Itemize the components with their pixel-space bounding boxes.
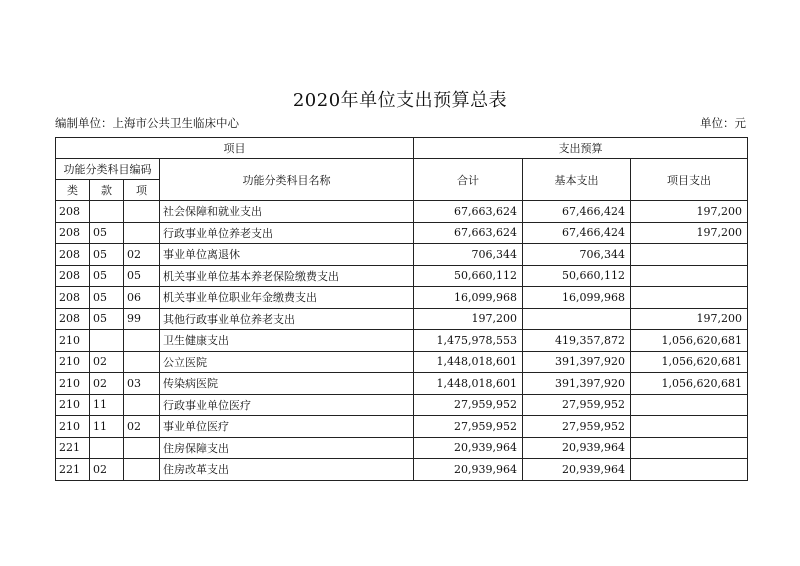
cell-lei: 208 — [56, 222, 90, 244]
table-row — [56, 437, 748, 459]
cell-project — [631, 437, 748, 459]
cell-project — [631, 244, 748, 266]
cell-kuan — [90, 201, 124, 223]
cell-lei: 210 — [56, 330, 90, 352]
cell-kuan: 05 — [90, 287, 124, 309]
cell-lei: 210 — [56, 373, 90, 395]
cell-project — [631, 394, 748, 416]
cell-project: 1,056,620,681 — [631, 351, 748, 373]
cell-name: 住房保障支出 — [160, 437, 414, 459]
table-row — [56, 265, 748, 287]
table-row — [56, 416, 748, 438]
cell-xiang — [124, 459, 160, 481]
cell-name: 机关事业单位基本养老保险缴费支出 — [160, 265, 414, 287]
header-func-name: 功能分类科目名称 — [160, 159, 414, 201]
cell-xiang — [124, 201, 160, 223]
table-row — [56, 201, 748, 223]
cell-xiang: 02 — [124, 244, 160, 266]
cell-name: 机关事业单位职业年金缴费支出 — [160, 287, 414, 309]
cell-lei: 210 — [56, 394, 90, 416]
cell-project — [631, 416, 748, 438]
header-project: 项目 — [56, 138, 414, 159]
budget-table — [55, 137, 748, 481]
cell-project: 197,200 — [631, 222, 748, 244]
cell-project: 1,056,620,681 — [631, 373, 748, 395]
cell-basic: 706,344 — [523, 244, 631, 266]
cell-name: 其他行政事业单位养老支出 — [160, 308, 414, 330]
cell-kuan: 05 — [90, 244, 124, 266]
cell-name: 社会保障和就业支出 — [160, 201, 414, 223]
cell-xiang: 05 — [124, 265, 160, 287]
cell-total: 16,099,968 — [414, 287, 523, 309]
cell-basic: 50,660,112 — [523, 265, 631, 287]
cell-total: 20,939,964 — [414, 437, 523, 459]
cell-kuan: 11 — [90, 394, 124, 416]
table-row — [56, 244, 748, 266]
cell-kuan: 02 — [90, 351, 124, 373]
cell-total: 706,344 — [414, 244, 523, 266]
cell-basic: 20,939,964 — [523, 459, 631, 481]
cell-total: 1,475,978,553 — [414, 330, 523, 352]
cell-basic: 67,466,424 — [523, 222, 631, 244]
table-row — [56, 330, 748, 352]
cell-kuan: 11 — [90, 416, 124, 438]
cell-xiang — [124, 437, 160, 459]
cell-xiang: 99 — [124, 308, 160, 330]
cell-name: 卫生健康支出 — [160, 330, 414, 352]
cell-name: 事业单位医疗 — [160, 416, 414, 438]
cell-total: 1,448,018,601 — [414, 373, 523, 395]
cell-basic: 16,099,968 — [523, 287, 631, 309]
cell-project — [631, 265, 748, 287]
cell-total: 67,663,624 — [414, 222, 523, 244]
cell-lei: 221 — [56, 459, 90, 481]
cell-basic: 27,959,952 — [523, 394, 631, 416]
cell-total: 50,660,112 — [414, 265, 523, 287]
currency-unit: 单位：元 — [700, 116, 746, 130]
cell-basic: 27,959,952 — [523, 416, 631, 438]
table-row — [56, 222, 748, 244]
header-lei: 类 — [56, 180, 90, 201]
table-row — [56, 394, 748, 416]
cell-name: 行政事业单位养老支出 — [160, 222, 414, 244]
cell-kuan: 05 — [90, 222, 124, 244]
cell-project — [631, 287, 748, 309]
cell-name: 公立医院 — [160, 351, 414, 373]
table-row — [56, 308, 748, 330]
table-row — [56, 459, 748, 481]
table-row — [56, 351, 748, 373]
cell-lei: 210 — [56, 351, 90, 373]
cell-xiang — [124, 222, 160, 244]
cell-lei: 208 — [56, 265, 90, 287]
cell-lei: 210 — [56, 416, 90, 438]
cell-lei: 208 — [56, 287, 90, 309]
cell-kuan: 05 — [90, 265, 124, 287]
cell-kuan: 05 — [90, 308, 124, 330]
cell-basic: 391,397,920 — [523, 373, 631, 395]
cell-basic: 67,466,424 — [523, 201, 631, 223]
header-project-exp: 项目支出 — [631, 159, 748, 201]
header-total: 合计 — [414, 159, 523, 201]
cell-xiang — [124, 394, 160, 416]
table-row — [56, 287, 748, 309]
cell-name: 事业单位离退休 — [160, 244, 414, 266]
cell-kuan — [90, 437, 124, 459]
cell-xiang — [124, 351, 160, 373]
header-basic: 基本支出 — [523, 159, 631, 201]
cell-xiang — [124, 330, 160, 352]
cell-basic: 391,397,920 — [523, 351, 631, 373]
cell-project: 197,200 — [631, 201, 748, 223]
cell-basic: 419,357,872 — [523, 330, 631, 352]
header-func-code: 功能分类科目编码 — [56, 159, 160, 180]
cell-total: 1,448,018,601 — [414, 351, 523, 373]
cell-lei: 221 — [56, 437, 90, 459]
cell-kuan: 02 — [90, 459, 124, 481]
cell-kuan — [90, 330, 124, 352]
cell-total: 27,959,952 — [414, 394, 523, 416]
cell-basic: 20,939,964 — [523, 437, 631, 459]
cell-project: 1,056,620,681 — [631, 330, 748, 352]
cell-lei: 208 — [56, 308, 90, 330]
cell-total: 27,959,952 — [414, 416, 523, 438]
compiling-unit: 编制单位：上海市公共卫生临床中心 — [55, 116, 239, 130]
cell-total: 67,663,624 — [414, 201, 523, 223]
cell-basic — [523, 308, 631, 330]
page-title: 2020年单位支出预算总表 — [292, 90, 508, 111]
cell-name: 传染病医院 — [160, 373, 414, 395]
table-row — [56, 373, 748, 395]
header-xiang: 项 — [124, 180, 160, 201]
cell-name: 行政事业单位医疗 — [160, 394, 414, 416]
cell-total: 20,939,964 — [414, 459, 523, 481]
cell-xiang: 06 — [124, 287, 160, 309]
cell-xiang: 03 — [124, 373, 160, 395]
cell-kuan: 02 — [90, 373, 124, 395]
header-kuan: 款 — [90, 180, 124, 201]
cell-project: 197,200 — [631, 308, 748, 330]
cell-lei: 208 — [56, 201, 90, 223]
cell-name: 住房改革支出 — [160, 459, 414, 481]
header-expenditure-budget: 支出预算 — [414, 138, 748, 159]
cell-xiang: 02 — [124, 416, 160, 438]
cell-total: 197,200 — [414, 308, 523, 330]
cell-lei: 208 — [56, 244, 90, 266]
cell-project — [631, 459, 748, 481]
